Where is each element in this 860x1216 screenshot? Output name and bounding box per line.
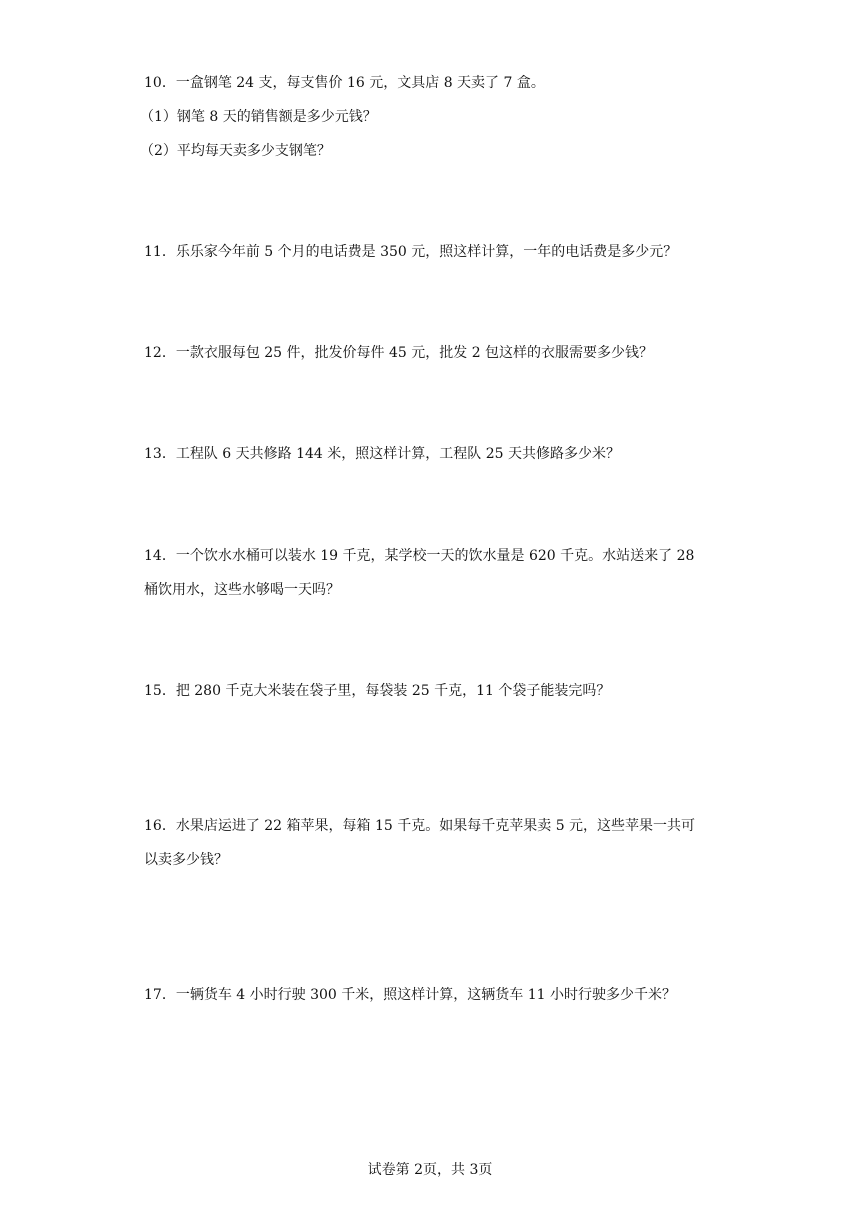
question-17-stem: 17．一辆货车 4 小时行驶 300 千米，照这样计算，这辆货车 11 小时行驶多少千米？ [144,987,676,1003]
question-14-line-1: 14．一个饮水水桶可以装水 19 千克，某学校一天的饮水量是 620 千克。水站送来了 28 [144,548,695,564]
question-10-stem: 10．一盒钢笔 24 支，每支售价 16 元，文具店 8 天卖了 7 盒。 [144,75,545,91]
question-14-line-2: 桶饮用水，这些水够喝一天吗？ [144,582,340,598]
question-16-line-1: 16．水果店运进了 22 箱苹果，每箱 15 千克。如果每千克苹果卖 5 元，这些苹果一共可 [144,818,696,834]
page-footer: 试卷第 2页，共 3页 [367,1162,493,1178]
question-12-stem: 12．一款衣服每包 25 件，批发价每件 45 元，批发 2 包这样的衣服需要多少钱？ [144,345,654,361]
question-10-part-2: （2）平均每天卖多少支钢笔？ [140,143,331,159]
question-13-stem: 13．工程队 6 天共修路 144 米，照这样计算，工程队 25 天共修路多少米？ [144,446,620,462]
question-11-stem: 11．乐乐家今年前 5 个月的电话费是 350 元，照这样计算，一年的电话费是多少元？ [144,244,678,260]
question-10-part-1: （1）钢笔 8 天的销售额是多少元钱？ [140,109,377,125]
question-15-stem: 15．把 280 千克大米装在袋子里，每袋装 25 千克，11 个袋子能装完吗？ [144,683,611,699]
question-16-line-2: 以卖多少钱？ [144,852,228,868]
